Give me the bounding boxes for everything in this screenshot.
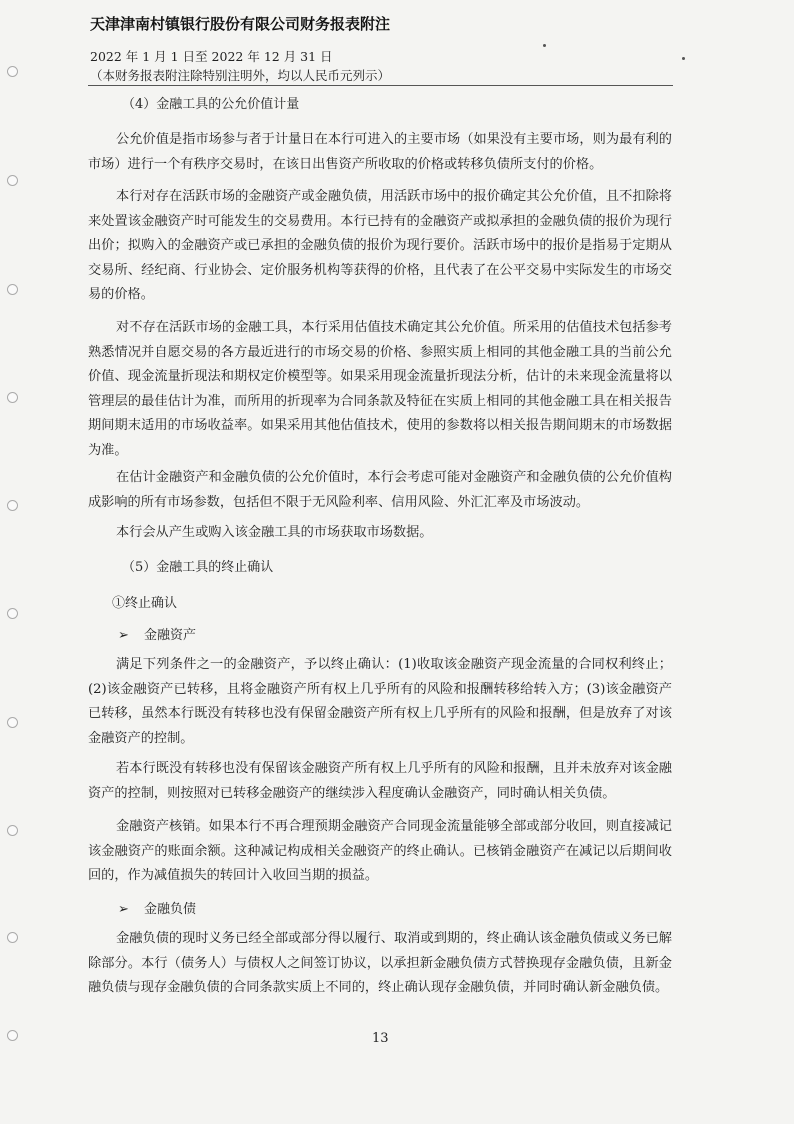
bullet-label: 金融资产 [144, 628, 197, 643]
section-heading-fair-value: （4）金融工具的公允价值计量 [122, 97, 300, 112]
arrow-bullet-icon: ➢ [118, 628, 129, 643]
scan-speck [682, 57, 685, 60]
currency-note: （本财务报表附注除特别注明外，均以人民币元列示） [90, 68, 391, 83]
report-period: 2022 年 1 月 1 日至 2022 年 12 月 31 日 [90, 49, 333, 64]
binding-hole [7, 175, 18, 186]
paragraph: 若本行既没有转移也没有保留该金融资产所有权上几乎所有的风险和报酬，且并未放弃对该金融资产的控制，则按照对已转移金融资产的继续涉入程度确认金融资产，同时确认相关负债。 [88, 761, 672, 801]
paragraph: 对不存在活跃市场的金融工具，本行采用估值技术确定其公允价值。所采用的估值技术包括参考熟悉情况并自愿交易的各方最近进行的市场交易的价格、参照实质上相同的其他金融工具的当前公允价值、现金流量折现法和期权定价模型等。如果采用现金流量折现法分析，估计的未来现金流量将以管理层的最佳估计为准，而所用的折现率为合同条款及特征在实质上相同的其他金融工具在相关报告期间期末适用的市场收益率。如果采用其他估值技术，使用的参数将以相关报告期间期末的市场数据为准。 [88, 320, 672, 458]
paragraph: 本行对存在活跃市场的金融资产或金融负债，用活跃市场中的报价确定其公允价值，且不扣除将来处置该金融资产时可能发生的交易费用。本行已持有的金融资产或拟承担的金融负债的报价为现行出价；拟购入的金融资产或已承担的金融负债的报价为现行要价。活跃市场中的报价是指易于定期从交易所、经纪商、行业协会、定价服务机构等获得的价格，且代表了在公平交易中实际发生的市场交易的价格。 [88, 189, 672, 302]
binding-hole [7, 608, 18, 619]
paragraph: 金融资产核销。如果本行不再合理预期金融资产合同现金流量能够全部或部分收回，则直接减记该金融资产的账面余额。这种减记构成相关金融资产的终止确认。已核销金融资产在减记以后期间收回的，作为减值损失的转回计入收回当期的损益。 [88, 819, 672, 883]
report-title: 天津津南村镇银行股份有限公司财务报表附注 [90, 15, 391, 33]
paragraph: 金融负债的现时义务已经全部或部分得以履行、取消或到期的，终止确认该金融负债或义务已解除部分。本行（债务人）与债权人之间签订协议，以承担新金融负债方式替换现存金融负债，且新金融负债与现存金融负债的合同条款实质上不同的，终止确认现存金融负债，并同时确认新金融负债。 [88, 931, 672, 995]
arrow-bullet-icon: ➢ [118, 902, 129, 917]
header-rule [88, 85, 673, 86]
binding-hole [7, 717, 18, 728]
page-number: 13 [372, 1031, 389, 1046]
section-heading-derecognition: （5）金融工具的终止确认 [122, 560, 274, 575]
paragraph: 本行会从产生或购入该金融工具的市场获取市场数据。 [116, 525, 433, 540]
scan-speck [543, 44, 546, 47]
bullet-label: 金融负债 [144, 902, 197, 917]
bullet-financial-assets [118, 624, 196, 643]
paragraph: 公允价值是指市场参与者于计量日在本行可进入的主要市场（如果没有主要市场，则为最有利的市场）进行一个有秩序交易时，在该日出售资产所收取的价格或转移负债所支付的价格。 [88, 132, 672, 172]
subheading-derecognition: ①终止确认 [112, 596, 178, 611]
paragraph: 满足下列条件之一的金融资产，予以终止确认：(1)收取该金融资产现金流量的合同权利终止；(2)该金融资产已转移，且将金融资产所有权上几乎所有的风险和报酬转移给转入方；(3)该金融资产已转移，虽然本行既没有转移也没有保留金融资产所有权上几乎所有的风险和报酬，但是放弃了对该金融资产的控制。 [88, 657, 672, 746]
binding-hole [7, 500, 18, 511]
binding-hole [7, 392, 18, 403]
binding-hole [7, 932, 18, 943]
paragraph: 在估计金融资产和金融负债的公允价值时，本行会考虑可能对金融资产和金融负债的公允价值构成影响的所有市场参数，包括但不限于无风险利率、信用风险、外汇汇率及市场波动。 [88, 470, 672, 510]
binding-hole [7, 284, 18, 295]
binding-hole [7, 66, 18, 77]
bullet-financial-liabilities [118, 898, 196, 917]
binding-hole [7, 1030, 18, 1041]
binding-hole [7, 825, 18, 836]
